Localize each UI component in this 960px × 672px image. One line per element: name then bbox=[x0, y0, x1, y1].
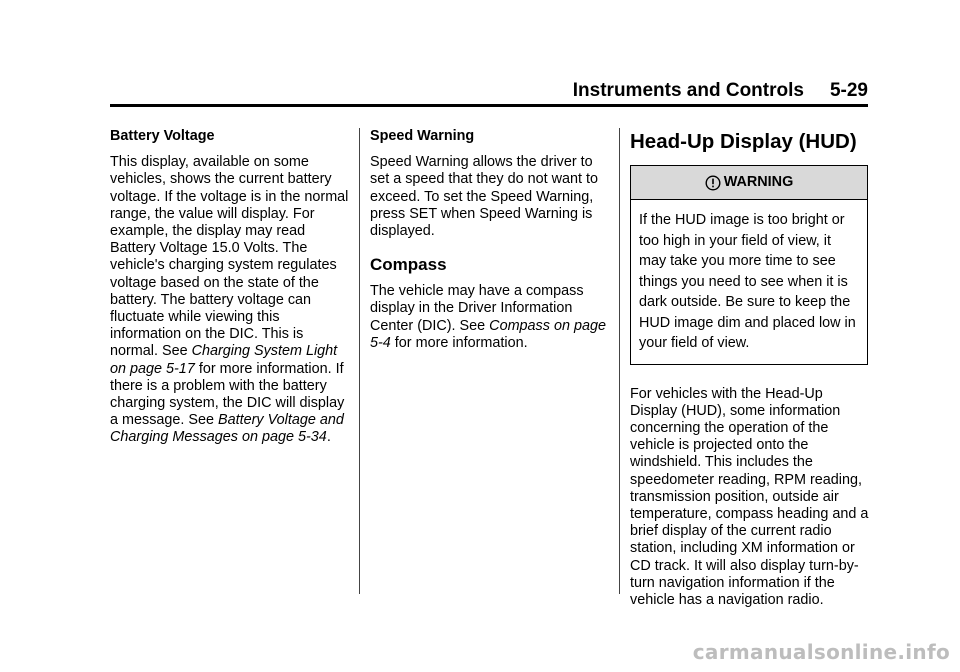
watermark: carmanualsonline.info bbox=[692, 640, 950, 664]
page-number: 5-29 bbox=[829, 80, 868, 101]
column-divider-left bbox=[359, 128, 360, 594]
charging-system-light-link[interactable]: Charging System Light on page 5‑17 bbox=[110, 343, 338, 377]
warning-icon bbox=[705, 175, 721, 191]
column-hud bbox=[630, 128, 870, 609]
column-battery-voltage bbox=[110, 128, 350, 447]
column-speed-compass bbox=[370, 128, 610, 352]
speed-warning-text: Speed Warning allows the driver to set a speed that they do not want to exceed. To set the Speed Warning, press SET when Speed Warning is displayed. bbox=[370, 154, 599, 240]
hud-description: For vehicles with the Head-Up Display (HUD), some information concerning the operation of the vehicle is projected onto the windshield. This includes the speedometer reading, RPM reading, transmission position, outside air temperature, compass heading and a brief display of the current radio station, including XM information or CD track. It will also display turn-by-turn navigation information if the vehicle has a navigation radio. bbox=[630, 385, 869, 608]
speed-warning-title: Speed Warning bbox=[370, 128, 475, 144]
section-title: Instruments and Controls bbox=[572, 80, 804, 101]
warning-text: If the HUD image is too bright or too high in your field of view, it may take you more time to see things you need to see when it is dark outside. Be sure to keep the HUD image dim and placed low in your field of view. bbox=[639, 212, 856, 351]
compass-text: The vehicle may have a compass display in the Driver Information Center (DIC). See Compass on page 5‑4 for more information. bbox=[370, 283, 606, 351]
battery-charging-messages-link[interactable]: Battery Voltage and Charging Messages on page 5‑34 bbox=[110, 412, 344, 446]
compass-link[interactable]: Compass on page 5‑4 bbox=[370, 317, 606, 351]
warning-box bbox=[630, 165, 868, 365]
column-divider-right bbox=[619, 128, 620, 594]
page-header bbox=[110, 80, 868, 102]
header-rule bbox=[110, 104, 868, 107]
hud-heading: Head-Up Display (HUD) bbox=[630, 130, 857, 153]
warning-header bbox=[631, 166, 867, 200]
battery-voltage-text: This display, available on some vehicles, shows the current battery voltage. If the voltage is in the normal range, the value will display. For example, the display may read Battery Voltage 15.0 Volts. The vehicle's charging system regulates voltage based on the state of the battery. The battery voltage can fluctuate while viewing this information on the DIC. This is normal. See Charging System Light on page 5‑17 for more information. If there is a problem with the battery charging system, the DIC will display a message. See Battery Voltage and Charging Messages on page 5‑34. bbox=[110, 154, 349, 446]
compass-heading: Compass bbox=[370, 255, 447, 275]
warning-label: WARNING bbox=[723, 173, 794, 190]
battery-voltage-title: Battery Voltage bbox=[110, 128, 215, 144]
